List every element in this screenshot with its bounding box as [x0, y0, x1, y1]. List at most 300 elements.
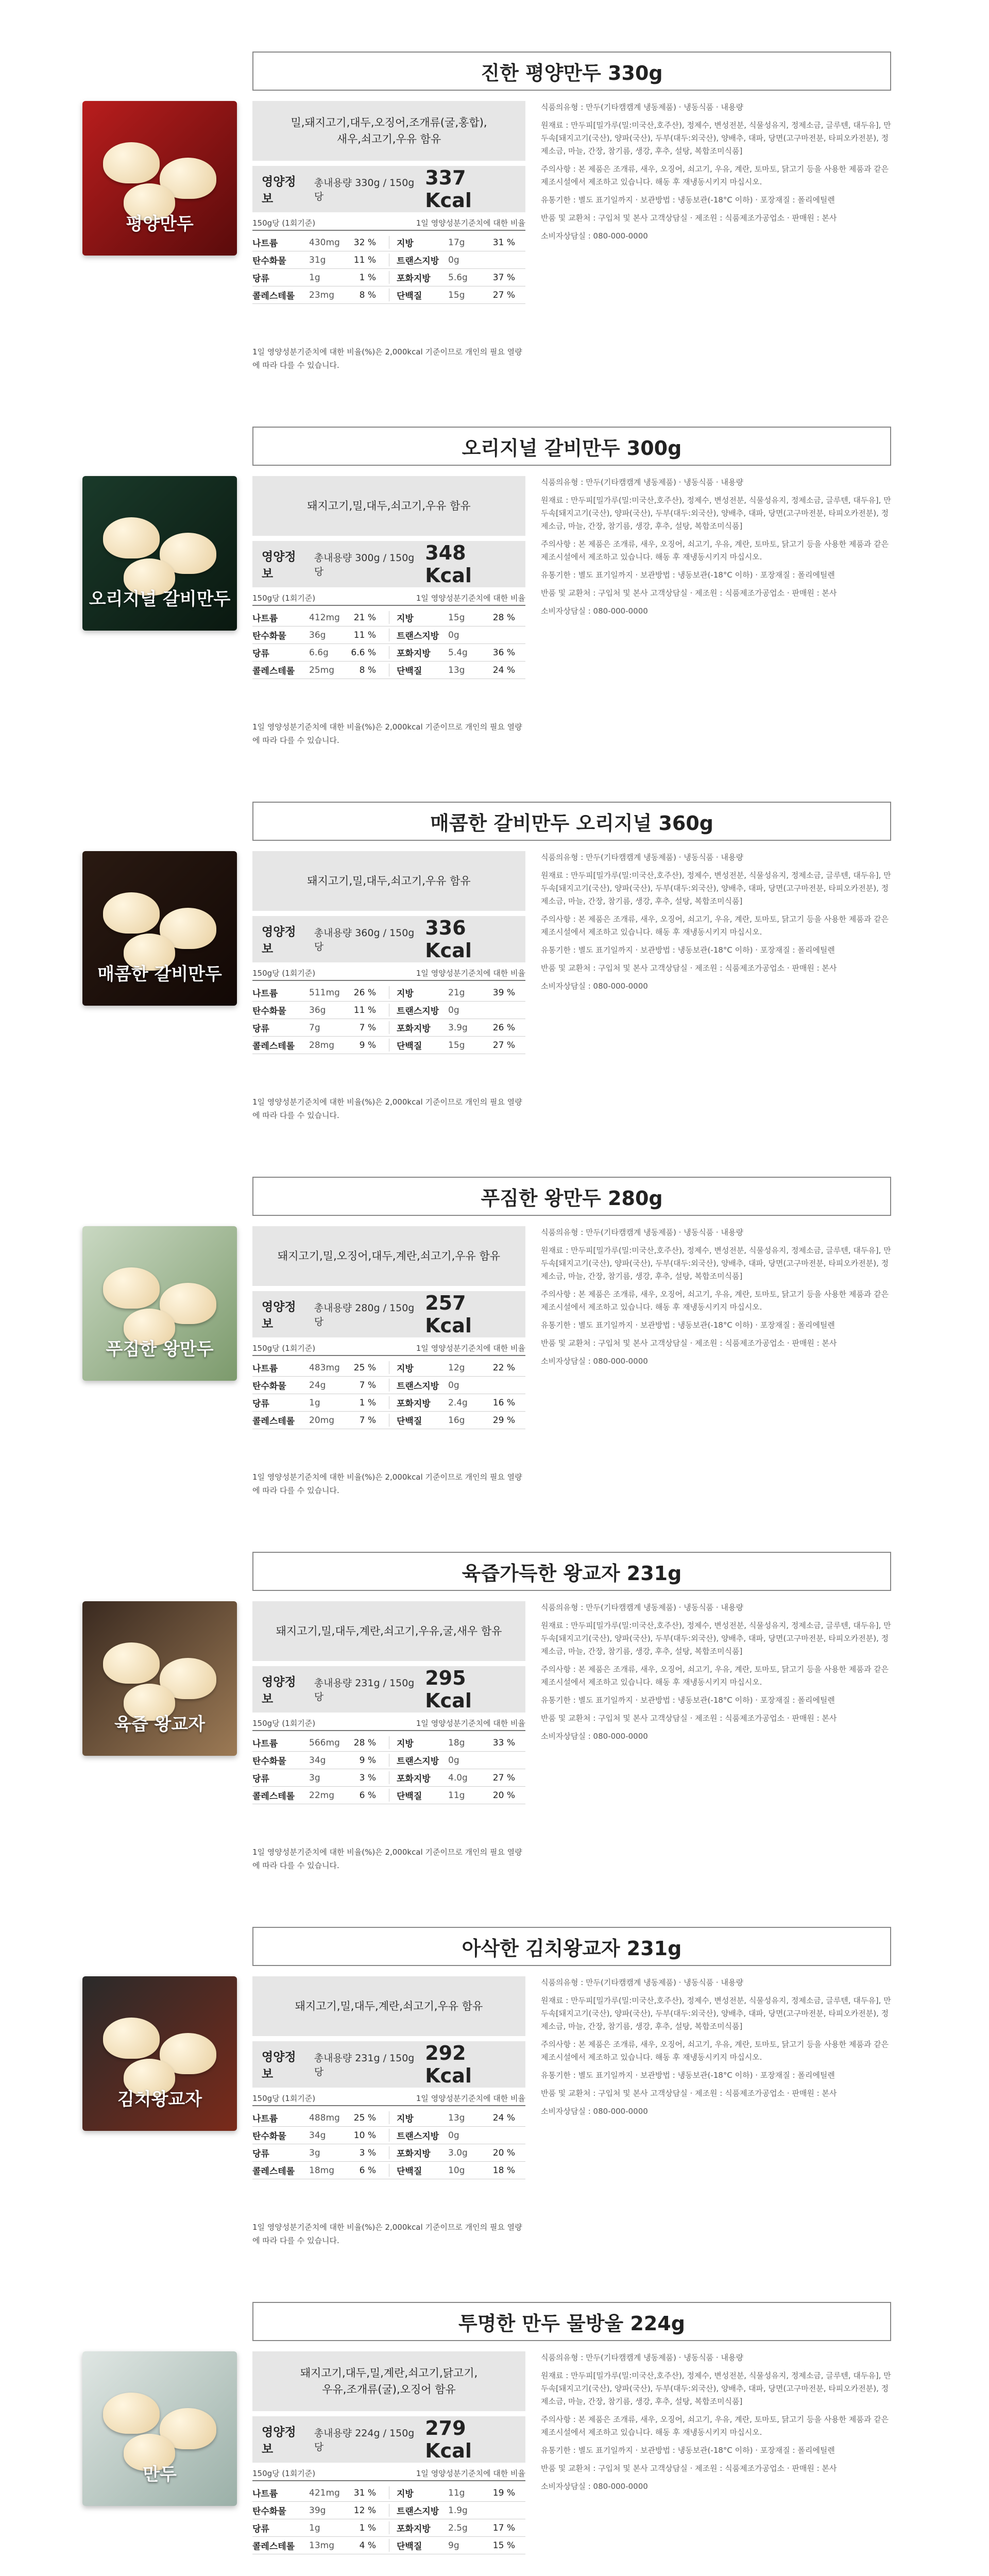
serving-info: 총내용량 330g / 150g당 [314, 177, 415, 202]
serving-info: 총내용량 300g / 150g당 [314, 552, 415, 578]
nutrient-percent: 10 % [353, 2130, 376, 2141]
nutrient-amount: 566mg [309, 1737, 340, 1748]
nutrient-percent: 31 % [353, 2487, 376, 2498]
nutrition-note: 1일 영양성분기준치에 대한 비율(%)은 2,000kcal 기준이므로 개인의 필요 열량에 따라 다를 수 있습니다. [252, 347, 522, 370]
dumpling-shape [103, 1267, 160, 1309]
per-serving: 150g당 (1회기준) [252, 969, 316, 978]
allergen-box [252, 1226, 525, 1286]
nutrition-header [252, 1291, 525, 1337]
nutrient-percent: 6.6 % [351, 647, 376, 658]
nutrient-percent: 11 % [353, 1005, 376, 1015]
nutrient-name: 포화지방 [397, 649, 431, 659]
nutrient-left [252, 1789, 389, 1802]
nutrition-row [252, 2502, 525, 2519]
detail-ingredients: 원재료 : 만두피[밀가루(밀:미국산,호주산), 정제수, 변성전분, 식물성유지, 정제소금, 글루텐, 대두유], 만두속[돼지고기(국산), 양파(국산), 두부(대두:외국산), 양배추, 대파, 당면(고구마전분, 타피오카전분), 정제소금, 마늘, 간장, 참기름, 생강, 후추, 설탕, 복합조미식품] [541, 1621, 891, 1656]
nutrition-row [252, 609, 525, 626]
nutrient-left [252, 1396, 389, 1409]
nutrient-left [252, 253, 389, 266]
nutrient-amount: 13g [448, 665, 465, 675]
nutrient-left [252, 2539, 389, 2552]
detail-type: 식품의유형 : 만두(기타캠캠계 냉동제품) · 냉동식품 · 내용량 [541, 1228, 743, 1237]
nutrient-left [252, 646, 389, 659]
nutrient-amount: 13g [448, 2112, 465, 2123]
nutrient-percent: 28 % [353, 1737, 376, 1748]
nutrition-note: 1일 영양성분기준치에 대한 비율(%)은 2,000kcal 기준이므로 개인의 필요 열량에 따라 다를 수 있습니다. [252, 1848, 522, 1870]
nutrition-label: 영양정보 [262, 2426, 296, 2456]
product-title: 아삭한 김치왕교자 231g [252, 1927, 891, 1966]
nutrient-left [252, 2521, 389, 2534]
detail-return: 반품 및 교환처 : 구입처 및 본사 고객상담실 · 제조원 : 식품제조가공업소 · 판매원 : 본사 [541, 1714, 837, 1723]
nutrient-right [389, 611, 525, 624]
detail-type: 식품의유형 : 만두(기타캠캠계 냉동제품) · 냉동식품 · 내용량 [541, 478, 743, 487]
nutrient-name: 지방 [397, 989, 414, 999]
nutrient-right [389, 986, 525, 999]
nutrient-amount: 34g [309, 2130, 326, 2141]
nutrient-amount: 488mg [309, 2112, 340, 2123]
nutrient-name: 탄수화물 [252, 2131, 286, 2142]
detail-caution: 주의사항 : 본 제품은 조개류, 새우, 오징어, 쇠고기, 우유, 계란, 토마토, 닭고기 등을 사용한 제품과 같은 제조시설에서 제조하고 있습니다. 해동 후 재냉동시키지 마십시오. [541, 2040, 889, 2062]
nutrient-name: 단백질 [397, 1416, 422, 1427]
nutrient-name: 당류 [252, 649, 269, 659]
nutrient-amount: 0g [448, 630, 459, 640]
nutrient-amount: 511mg [309, 987, 340, 998]
nutrient-right [389, 271, 525, 284]
serving-info: 총내용량 224g / 150g당 [314, 2428, 415, 2453]
detail-storage: 유통기한 : 별도 표기일까지 · 보관방법 : 냉동보관(-18°C 이하) · 포장재질 : 폴리에틸렌 [541, 2446, 835, 2455]
detail-storage: 유통기한 : 별도 표기일까지 · 보관방법 : 냉동보관(-18°C 이하) · 포장재질 : 폴리에틸렌 [541, 1320, 835, 1330]
nutrient-name: 트랜스지방 [397, 256, 439, 266]
nutrition-row [252, 251, 525, 269]
nutrient-amount: 3.9g [448, 1022, 468, 1033]
nutrient-amount: 6.6g [309, 647, 329, 658]
nutrient-name: 트랜스지방 [397, 2506, 439, 2517]
allergen-box [252, 476, 525, 536]
nutrition-row [252, 286, 525, 304]
allergen-box [252, 1976, 525, 2036]
product-section [0, 2302, 989, 2576]
product-section [0, 1552, 989, 1927]
nutrition-subheader [252, 968, 525, 981]
nutrient-right [389, 664, 525, 676]
nutrient-name: 나트륨 [252, 1364, 278, 1374]
nutrition-row [252, 2537, 525, 2554]
detail-caution: 주의사항 : 본 제품은 조개류, 새우, 오징어, 쇠고기, 우유, 계란, 토마토, 닭고기 등을 사용한 제품과 같은 제조시설에서 제조하고 있습니다. 해동 후 재냉동시키지 마십시오. [541, 164, 889, 187]
nutrient-percent: 6 % [359, 2165, 376, 2176]
nutrient-name: 나트륨 [252, 614, 278, 624]
nutrient-name: 콜레스테롤 [252, 1791, 295, 1802]
package-name: 푸짐한 왕만두 [106, 1339, 214, 1360]
nutrient-name: 지방 [397, 1364, 414, 1374]
nutrient-percent: 24 % [492, 2112, 515, 2123]
allergen-box [252, 2351, 525, 2411]
nutrition-label: 영양정보 [262, 925, 296, 956]
nutrient-amount: 7g [309, 1022, 320, 1033]
nutrient-right [389, 646, 525, 659]
detail-contact: 소비자상담실 : 080-000-0000 [541, 1732, 648, 1741]
nutrient-left [252, 664, 389, 676]
product-photo [82, 101, 237, 256]
nutrient-right [389, 2129, 525, 2142]
nutrient-left [252, 2504, 389, 2517]
nutrient-left [252, 1361, 389, 1374]
nutrient-percent: 28 % [492, 612, 515, 623]
nutrient-name: 포화지방 [397, 1024, 431, 1034]
nutrition-row [252, 2484, 525, 2502]
nutrient-name: 탄수화물 [252, 2506, 286, 2517]
package-name: 평양만두 [126, 214, 194, 234]
nutrient-name: 탄수화물 [252, 631, 286, 641]
nutrient-percent: 3 % [359, 2147, 376, 2158]
nutrient-amount: 4.0g [448, 1772, 468, 1783]
nutrient-percent: 3 % [359, 1772, 376, 1783]
nutrient-left [252, 1754, 389, 1767]
nutrition-row [252, 2109, 525, 2127]
product-photo [82, 2351, 237, 2506]
nutrient-percent: 32 % [353, 237, 376, 248]
daily-ratio-label: 1일 영양성분기준치에 대한 비율 [416, 969, 525, 978]
nutrition-table [252, 984, 525, 1054]
nutrient-name: 콜레스테롤 [252, 2166, 295, 2177]
nutrient-amount: 430mg [309, 237, 340, 248]
nutrient-name: 콜레스테롤 [252, 1041, 295, 1052]
nutrition-row [252, 626, 525, 644]
nutrient-amount: 0g [448, 1005, 459, 1015]
nutrient-percent: 1 % [359, 1397, 376, 1408]
per-serving: 150g당 (1회기준) [252, 594, 316, 603]
nutrient-amount: 24g [309, 1380, 326, 1391]
detail-contact: 소비자상담실 : 080-000-0000 [541, 981, 648, 991]
nutrient-percent: 24 % [492, 665, 515, 675]
nutrient-percent: 4 % [359, 2540, 376, 2551]
nutrient-amount: 15g [448, 612, 465, 623]
nutrient-amount: 10g [448, 2165, 465, 2176]
detail-type: 식품의유형 : 만두(기타캠캠계 냉동제품) · 냉동식품 · 내용량 [541, 1978, 743, 1987]
nutrient-amount: 0g [448, 1755, 459, 1766]
nutrient-amount: 17g [448, 237, 465, 248]
detail-ingredients: 원재료 : 만두피[밀가루(밀:미국산,호주산), 정제수, 변성전분, 식물성유지, 정제소금, 글루텐, 대두유], 만두속[돼지고기(국산), 양파(국산), 두부(대두:외국산), 양배추, 대파, 당면(고구마전분, 타피오카전분), 정제소금, 마늘, 간장, 참기름, 생강, 후추, 설탕, 복합조미식품] [541, 871, 891, 906]
nutrition-row [252, 984, 525, 1002]
kcal-value: 257 Kcal [425, 1292, 472, 1337]
nutrient-name: 포화지방 [397, 274, 431, 284]
dumpling-shape [103, 2018, 160, 2059]
nutrient-amount: 0g [448, 1380, 459, 1391]
detail-type: 식품의유형 : 만두(기타캠캠계 냉동제품) · 냉동식품 · 내용량 [541, 853, 743, 862]
nutrition-table [252, 1359, 525, 1429]
nutrient-amount: 39g [309, 2505, 326, 2516]
detail-ingredients: 원재료 : 만두피[밀가루(밀:미국산,호주산), 정제수, 변성전분, 식물성유지, 정제소금, 글루텐, 대두유], 만두속[돼지고기(국산), 양파(국산), 두부(대두:외국산), 양배추, 대파, 당면(고구마전분, 타피오카전분), 정제소금, 마늘, 간장, 참기름, 생강, 후추, 설탕, 복합조미식품] [541, 2371, 891, 2406]
nutrition-row [252, 1377, 525, 1394]
product-title: 진한 평양만두 330g [252, 52, 891, 91]
detail-return: 반품 및 교환처 : 구입처 및 본사 고객상담실 · 제조원 : 식품제조가공업소 · 판매원 : 본사 [541, 963, 837, 973]
nutrient-amount: 36g [309, 1005, 326, 1015]
nutrition-note: 1일 영양성분기준치에 대한 비율(%)은 2,000kcal 기준이므로 개인의 필요 열량에 따라 다를 수 있습니다. [252, 1472, 522, 1495]
nutrient-left [252, 629, 389, 641]
nutrition-header [252, 166, 525, 212]
nutrient-right [389, 1414, 525, 1427]
nutrition-header [252, 1666, 525, 1713]
dumpling-shape [103, 142, 160, 183]
nutrition-row [252, 1359, 525, 1377]
nutrition-note: 1일 영양성분기준치에 대한 비율(%)은 2,000kcal 기준이므로 개인의 필요 열량에 따라 다를 수 있습니다. [252, 2223, 522, 2245]
detail-contact: 소비자상담실 : 080-000-0000 [541, 606, 648, 616]
nutrient-name: 나트륨 [252, 2489, 278, 2499]
nutrition-header [252, 541, 525, 587]
nutrient-right [389, 2504, 525, 2517]
nutrient-percent: 27 % [492, 290, 515, 300]
detail-caution: 주의사항 : 본 제품은 조개류, 새우, 오징어, 쇠고기, 우유, 계란, 토마토, 닭고기 등을 사용한 제품과 같은 제조시설에서 제조하고 있습니다. 해동 후 재냉동시키지 마십시오. [541, 914, 889, 937]
nutrition-label: 영양정보 [262, 175, 296, 206]
nutrient-percent: 12 % [353, 2505, 376, 2516]
nutrient-amount: 2.5g [448, 2522, 468, 2533]
nutrient-name: 트랜스지방 [397, 631, 439, 641]
nutrient-amount: 11g [448, 1790, 465, 1801]
nutrient-percent: 20 % [492, 1790, 515, 1801]
nutrient-left [252, 1414, 389, 1427]
nutrition-label: 영양정보 [262, 550, 296, 581]
nutrition-subheader [252, 217, 525, 231]
nutrient-percent: 7 % [359, 1380, 376, 1391]
nutrient-name: 단백질 [397, 2541, 422, 2552]
allergen-text: 밀,돼지고기,대두,오징어,조개류(굴,홍합), 새우,쇠고기,우유 함유 [291, 116, 487, 145]
product-photo [82, 851, 237, 1006]
nutrient-name: 단백질 [397, 2166, 422, 2177]
nutrient-percent: 8 % [359, 665, 376, 675]
nutrient-amount: 0g [448, 255, 459, 265]
detail-caution: 주의사항 : 본 제품은 조개류, 새우, 오징어, 쇠고기, 우유, 계란, 토마토, 닭고기 등을 사용한 제품과 같은 제조시설에서 제조하고 있습니다. 해동 후 재냉동시키지 마십시오. [541, 539, 889, 562]
nutrient-percent: 26 % [353, 987, 376, 998]
nutrition-row [252, 1412, 525, 1429]
nutrient-left [252, 2129, 389, 2142]
nutrient-percent: 7 % [359, 1022, 376, 1033]
detail-storage: 유통기한 : 별도 표기일까지 · 보관방법 : 냉동보관(-18°C 이하) · 포장재질 : 폴리에틸렌 [541, 195, 835, 205]
allergen-box [252, 1601, 525, 1661]
nutrient-right [389, 2486, 525, 2499]
daily-ratio-label: 1일 영양성분기준치에 대한 비율 [416, 1344, 525, 1353]
nutrient-amount: 18g [448, 1737, 465, 1748]
nutrient-name: 나트륨 [252, 239, 278, 249]
nutrient-percent: 31 % [492, 237, 515, 248]
nutrition-row [252, 2162, 525, 2179]
serving-info: 총내용량 360g / 150g당 [314, 927, 415, 953]
nutrient-amount: 36g [309, 630, 326, 640]
nutrient-name: 지방 [397, 614, 414, 624]
nutrition-label: 영양정보 [262, 2050, 296, 2081]
nutrient-name: 지방 [397, 2114, 414, 2124]
per-serving: 150g당 (1회기준) [252, 1719, 316, 1728]
product-title: 푸짐한 왕만두 280g [252, 1177, 891, 1216]
nutrient-percent: 9 % [359, 1755, 376, 1766]
nutrient-amount: 23mg [309, 290, 334, 300]
nutrition-row [252, 2127, 525, 2144]
daily-ratio-label: 1일 영양성분기준치에 대한 비율 [416, 1719, 525, 1728]
product-section [0, 52, 989, 427]
per-serving: 150g당 (1회기준) [252, 1344, 316, 1353]
nutrient-left [252, 1736, 389, 1749]
nutrient-percent: 27 % [492, 1040, 515, 1050]
nutrient-amount: 2.4g [448, 1397, 468, 1408]
dumpling-shape [103, 517, 160, 558]
nutrient-percent: 33 % [492, 1737, 515, 1748]
nutrient-name: 탄수화물 [252, 1756, 286, 1767]
nutrition-row [252, 1394, 525, 1412]
nutrient-percent: 25 % [353, 1362, 376, 1373]
nutrient-right [389, 1021, 525, 1034]
product-details [541, 1226, 891, 1373]
product-title: 투명한 만두 물방울 224g [252, 2302, 891, 2341]
detail-storage: 유통기한 : 별도 표기일까지 · 보관방법 : 냉동보관(-18°C 이하) · 포장재질 : 폴리에틸렌 [541, 2071, 835, 2080]
nutrient-name: 포화지방 [397, 1774, 431, 1784]
nutrient-amount: 1g [309, 272, 320, 283]
nutrient-right [389, 1361, 525, 1374]
nutrient-name: 트랜스지방 [397, 1756, 439, 1767]
nutrient-percent: 11 % [353, 630, 376, 640]
nutrient-name: 콜레스테롤 [252, 2541, 295, 2552]
nutrient-left [252, 1771, 389, 1784]
nutrient-name: 포화지방 [397, 1399, 431, 1409]
nutrient-name: 지방 [397, 1739, 414, 1749]
nutrition-label: 영양정보 [262, 1675, 296, 1706]
nutrient-left [252, 1039, 389, 1052]
product-details [541, 1976, 891, 2123]
nutrient-name: 당류 [252, 1024, 269, 1034]
product-section [0, 427, 989, 802]
detail-caution: 주의사항 : 본 제품은 조개류, 새우, 오징어, 쇠고기, 우유, 계란, 토마토, 닭고기 등을 사용한 제품과 같은 제조시설에서 제조하고 있습니다. 해동 후 재냉동시키지 마십시오. [541, 2415, 889, 2437]
allergen-text: 돼지고기,대두,밀,계란,쇠고기,닭고기, 우유,조개류(굴),오징어 함유 [300, 2367, 478, 2396]
kcal-value: 292 Kcal [425, 2042, 472, 2087]
nutrition-header [252, 916, 525, 962]
nutrient-percent: 22 % [492, 1362, 515, 1373]
nutrient-left [252, 236, 389, 249]
package-name: 육즙 왕교자 [114, 1714, 206, 1735]
detail-return: 반품 및 교환처 : 구입처 및 본사 고객상담실 · 제조원 : 식품제조가공업소 · 판매원 : 본사 [541, 2464, 837, 2473]
package-name: 만두 [143, 2464, 177, 2485]
dumpling-shape [103, 2393, 160, 2434]
daily-ratio-label: 1일 영양성분기준치에 대한 비율 [416, 594, 525, 603]
detail-return: 반품 및 교환처 : 구입처 및 본사 고객상담실 · 제조원 : 식품제조가공업소 · 판매원 : 본사 [541, 588, 837, 598]
nutrient-percent: 16 % [492, 1397, 515, 1408]
daily-ratio-label: 1일 영양성분기준치에 대한 비율 [416, 2094, 525, 2103]
nutrient-right [389, 1379, 525, 1392]
product-photo [82, 1601, 237, 1756]
nutrient-left [252, 1021, 389, 1034]
product-details [541, 1601, 891, 1748]
product-section [0, 1927, 989, 2302]
nutrient-amount: 15g [448, 290, 465, 300]
nutrient-right [389, 629, 525, 641]
nutrition-table [252, 234, 525, 304]
nutrient-name: 당류 [252, 1774, 269, 1784]
nutrient-name: 콜레스테롤 [252, 291, 295, 301]
nutrient-right [389, 236, 525, 249]
nutrient-right [389, 2164, 525, 2177]
nutrient-left [252, 611, 389, 624]
nutrient-name: 나트륨 [252, 1739, 278, 1749]
product-details [541, 476, 891, 623]
detail-ingredients: 원재료 : 만두피[밀가루(밀:미국산,호주산), 정제수, 변성전분, 식물성유지, 정제소금, 글루텐, 대두유], 만두속[돼지고기(국산), 양파(국산), 두부(대두:외국산), 양배추, 대파, 당면(고구마전분, 타피오카전분), 정제소금, 마늘, 간장, 참기름, 생강, 후추, 설탕, 복합조미식품] [541, 1246, 891, 1281]
nutrient-percent: 9 % [359, 1040, 376, 1050]
per-serving: 150g당 (1회기준) [252, 218, 316, 228]
nutrition-row [252, 1037, 525, 1054]
kcal-value: 348 Kcal [425, 541, 472, 587]
nutrition-row [252, 644, 525, 662]
allergen-text: 돼지고기,밀,대두,쇠고기,우유 함유 [307, 875, 471, 887]
package-name: 오리지널 갈비만두 [89, 589, 231, 609]
package-name: 김치왕교자 [117, 2089, 202, 2110]
allergen-box [252, 851, 525, 911]
nutrient-name: 단백질 [397, 1041, 422, 1052]
nutrient-right [389, 1396, 525, 1409]
nutrient-amount: 31g [309, 255, 326, 265]
nutrient-right [389, 1754, 525, 1767]
detail-contact: 소비자상담실 : 080-000-0000 [541, 2107, 648, 2116]
nutrient-right [389, 1771, 525, 1784]
detail-caution: 주의사항 : 본 제품은 조개류, 새우, 오징어, 쇠고기, 우유, 계란, 토마토, 닭고기 등을 사용한 제품과 같은 제조시설에서 제조하고 있습니다. 해동 후 재냉동시키지 마십시오. [541, 1665, 889, 1687]
nutrient-name: 단백질 [397, 291, 422, 301]
detail-ingredients: 원재료 : 만두피[밀가루(밀:미국산,호주산), 정제수, 변성전분, 식물성유지, 정제소금, 글루텐, 대두유], 만두속[돼지고기(국산), 양파(국산), 두부(대두:외국산), 양배추, 대파, 당면(고구마전분, 타피오카전분), 정제소금, 마늘, 간장, 참기름, 생강, 후추, 설탕, 복합조미식품] [541, 496, 891, 531]
nutrient-left [252, 986, 389, 999]
nutrient-name: 단백질 [397, 666, 422, 676]
nutrient-left [252, 271, 389, 284]
nutrient-name: 당류 [252, 2524, 269, 2534]
product-section [0, 802, 989, 1177]
nutrient-amount: 28mg [309, 1040, 334, 1050]
nutrient-name: 나트륨 [252, 989, 278, 999]
dumpling-shape [103, 892, 160, 934]
nutrient-name: 탄수화물 [252, 1006, 286, 1016]
nutrient-percent: 29 % [492, 1415, 515, 1426]
nutrient-left [252, 2486, 389, 2499]
nutrient-name: 당류 [252, 1399, 269, 1409]
nutrient-name: 당류 [252, 2149, 269, 2159]
nutrient-right [389, 2521, 525, 2534]
product-photo [82, 476, 237, 631]
allergen-text: 돼지고기,밀,오징어,대두,계란,쇠고기,우유 함유 [277, 1250, 501, 1262]
nutrient-percent: 8 % [359, 290, 376, 300]
nutrition-row [252, 1019, 525, 1037]
nutrient-left [252, 1379, 389, 1392]
nutrient-name: 트랜스지방 [397, 1381, 439, 1392]
nutrient-percent: 11 % [353, 255, 376, 265]
nutrient-amount: 11g [448, 2487, 465, 2498]
nutrition-header [252, 2416, 525, 2463]
nutrient-right [389, 2539, 525, 2552]
nutrient-percent: 37 % [492, 272, 515, 283]
nutrition-row [252, 234, 525, 251]
nutrient-amount: 20mg [309, 1415, 334, 1426]
nutrient-amount: 1g [309, 1397, 320, 1408]
nutrient-percent: 18 % [492, 2165, 515, 2176]
nutrient-amount: 13mg [309, 2540, 334, 2551]
nutrient-right [389, 1789, 525, 1802]
nutrition-row [252, 269, 525, 286]
nutrient-amount: 34g [309, 1755, 326, 1766]
nutrition-label: 영양정보 [262, 1300, 296, 1331]
nutrition-row [252, 1002, 525, 1019]
nutrient-amount: 25mg [309, 665, 334, 675]
nutrition-row [252, 2519, 525, 2537]
nutrient-right [389, 1736, 525, 1749]
detail-type: 식품의유형 : 만두(기타캠캠계 냉동제품) · 냉동식품 · 내용량 [541, 1603, 743, 1612]
kcal-value: 279 Kcal [425, 2417, 472, 2462]
detail-return: 반품 및 교환처 : 구입처 및 본사 고객상담실 · 제조원 : 식품제조가공업소 · 판매원 : 본사 [541, 1338, 837, 1348]
nutrient-amount: 1.9g [448, 2505, 468, 2516]
kcal-value: 336 Kcal [425, 917, 472, 962]
nutrient-right [389, 289, 525, 301]
package-name: 매콤한 갈비만두 [97, 964, 222, 985]
nutrition-table [252, 609, 525, 679]
nutrition-table [252, 2484, 525, 2554]
nutrient-left [252, 2146, 389, 2159]
